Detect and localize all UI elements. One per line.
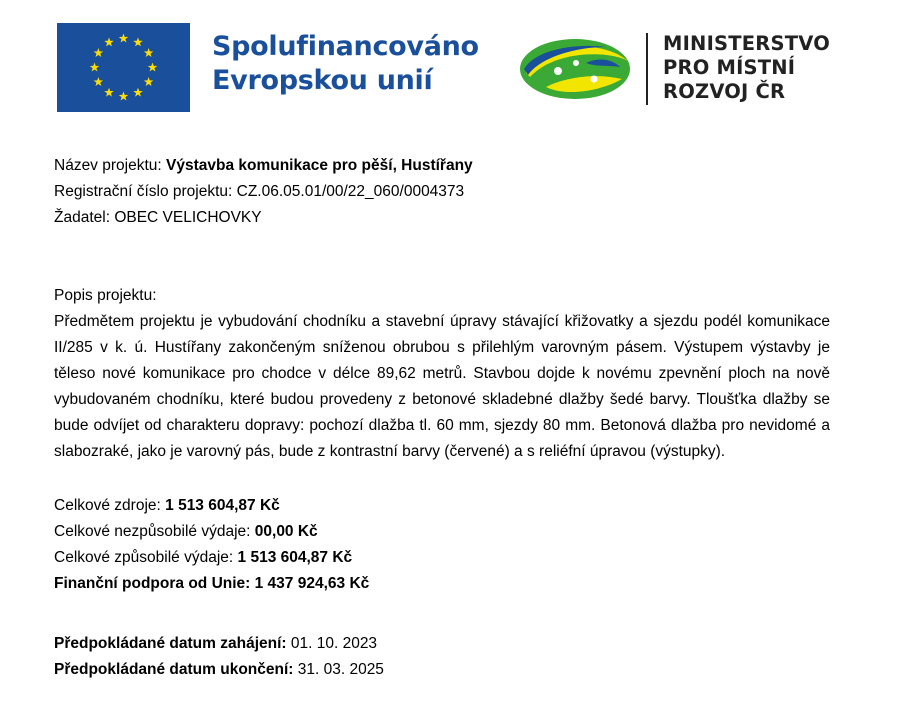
eu-support-value: Finanční podpora od Unie: 1 437 924,63 Kč [54, 575, 370, 592]
eligible-costs-value: 1 513 604,87 Kč [237, 549, 353, 566]
ministry-line2: PRO MÍSTNÍ [663, 56, 796, 79]
start-date-line [54, 631, 830, 657]
eu-cofinancing-text [212, 30, 479, 98]
total-resources-value: 1 513 604,87 Kč [165, 497, 280, 514]
eu-support-line [54, 571, 830, 597]
header [0, 0, 900, 130]
description-label: Popis projektu: [54, 287, 157, 304]
ministry-divider [646, 33, 648, 105]
ineligible-costs-line [54, 519, 830, 545]
eu-text-line1: Spolufinancováno [212, 31, 479, 62]
applicant-value: OBEC VELICHOVKY [114, 209, 262, 226]
total-resources-label: Celkové zdroje: [54, 497, 166, 514]
registration-value: CZ.06.05.01/00/22_060/0004373 [236, 183, 465, 200]
registration-label: Registrační číslo projektu: [54, 183, 237, 200]
end-date-line [54, 657, 830, 683]
start-date-value: 01. 10. 2023 [286, 635, 378, 652]
applicant-label: Žadatel: [54, 209, 115, 226]
eligible-costs-label: Celkové způsobilé výdaje: [54, 549, 238, 566]
start-date-label: Předpokládané datum zahájení: [54, 635, 287, 652]
ministry-line3: ROZVOJ ČR [663, 80, 786, 103]
eu-flag-icon [57, 23, 190, 112]
ineligible-costs-label: Celkové nezpůsobilé výdaje: [54, 523, 255, 540]
ministry-line1: MINISTERSTVO [663, 32, 830, 55]
project-name-value: Výstavba komunikace pro pěší, Hustířany [166, 157, 473, 174]
document-body [54, 153, 830, 683]
end-date-value: 31. 03. 2025 [293, 661, 384, 678]
registration-line [54, 179, 830, 205]
eligible-costs-line [54, 545, 830, 571]
project-name-line [54, 153, 830, 179]
project-name-label: Název projektu: [54, 157, 166, 174]
total-resources-line [54, 493, 830, 519]
end-date-label: Předpokládané datum ukončení: [54, 661, 294, 678]
project-description: Předmětem projektu je vybudování chodníku a stavební úpravy stávající křižovatky a sjezdu podél komunikace II/285 v k. ú. Hustířany zakončeným sníženou obrubou s přilehlým varovným pásem. Výstupem výstavby je těleso nové komunikace pro chodce v délce 89,62 metrů. Stavbou dojde k novému zpevnění ploch na nově vybudovaném chodníku, které budou provedeny z betonové skladebné dlažby šedé barvy. Tloušťka dlažby se bude odvíjet od charakteru dopravy: pochozí dlažba tl. 60 mm, sjezdy 80 mm. Betonová dlažba pro nevidomé a slabozraké, jako je varovný pás, bude z kontrastní barvy (červené) a s reliéfní úpravou (výstupky). [54, 313, 830, 460]
ministry-logo-icon [516, 33, 634, 103]
ineligible-costs-value: 00,00 Kč [254, 523, 318, 540]
eu-text-line2: Evropskou unií [212, 65, 433, 96]
applicant-line [54, 205, 830, 231]
ministry-name [663, 32, 830, 104]
